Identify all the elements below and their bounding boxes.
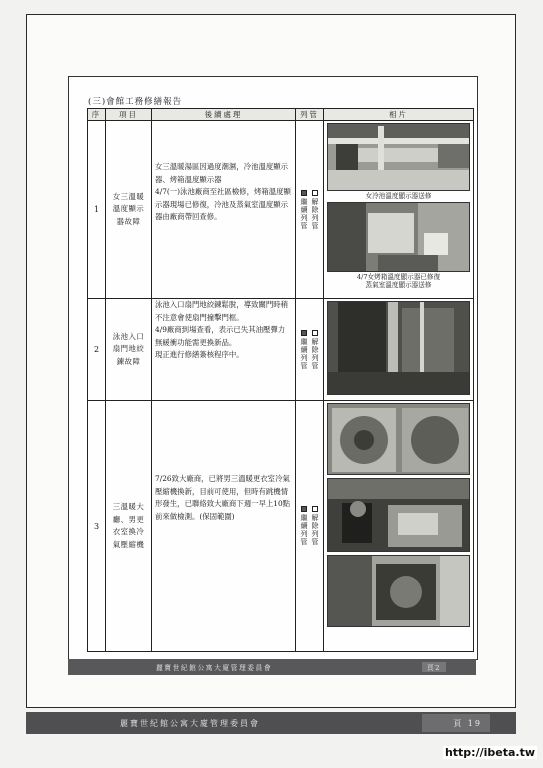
row-followup: [152, 401, 296, 652]
table-row: [88, 121, 474, 299]
header-followup: 後續處理: [152, 109, 296, 121]
row-photos: [324, 401, 474, 652]
release-label: 解除列管: [311, 197, 319, 230]
release-checkbox: [312, 330, 318, 336]
photo-ac-units: [327, 403, 470, 475]
control-status: [297, 300, 322, 399]
keep-tracking-label: 繼續列管: [300, 514, 308, 546]
release-checkbox: [312, 506, 318, 512]
keep-tracking-checkbox: [301, 190, 307, 196]
row-number: 1: [88, 121, 106, 299]
photo-caption: 女冷池溫度顯示器送修: [365, 192, 432, 200]
header-item: 項目: [106, 109, 152, 121]
row-number: 2: [88, 299, 106, 401]
row-photos: [324, 299, 474, 401]
repair-report-table: [87, 108, 474, 652]
outer-page-footer: [26, 712, 516, 734]
release-label: 解除列管: [311, 514, 319, 546]
photo-compressor-unit: [327, 555, 470, 627]
footer-committee-name: 麗寶世紀館公寓大廈管理委員會: [120, 719, 260, 728]
table-row: [88, 401, 474, 652]
footer-committee-name: 麗寶世紀館公寓大廈管理委員會: [156, 664, 273, 672]
row-control: [296, 401, 324, 652]
photo-cold-pool-display: [327, 123, 470, 191]
keep-tracking-label: 繼續列管: [300, 337, 308, 370]
row-followup: [152, 121, 296, 299]
row-item: 三溫暖大廳、男更衣室換冷氣壓縮機: [106, 401, 152, 652]
keep-tracking-label: 繼續列管: [300, 197, 308, 230]
followup-text: 泳池入口扇門地絞鍊鬆脫，導致關門時稍不注意會使扇門撞擊門框。 4/9廠商到場查看，表示已失其油壓彈力無緩衝功能需更換新品。 現正進行修繕簽核程序中。: [155, 300, 289, 359]
row-photos: [324, 121, 474, 299]
row-item: 泳池入口扇門地絞鍊故障: [106, 299, 152, 401]
photo-caption: 4/7女烤箱溫度顯示器已修復 蒸氣室溫度顯示器送修: [356, 272, 441, 289]
photo-sauna-display: [327, 202, 470, 272]
release-checkbox: [312, 190, 318, 196]
row-control: [296, 299, 324, 401]
footer-page-number: 頁 19: [453, 719, 482, 728]
release-label: 解除列管: [311, 337, 319, 370]
followup-text: 女三溫暖湯區因過度潮濕，冷池溫度顯示器、烤箱溫度顯示器 4/7(一)泳池廠商至社區檢修，烤箱溫度顯示器現場已修復，冷池及蒸氣室溫度顯示器由廠商帶回查修。: [155, 162, 291, 221]
header-photo: 相片: [324, 109, 474, 121]
row-control: [296, 121, 324, 299]
keep-tracking-checkbox: [301, 506, 307, 512]
site-watermark: http://ibeta.tw: [444, 746, 535, 759]
header-control: 列管: [296, 109, 324, 121]
row-number: 3: [88, 401, 106, 652]
header-no: 序: [88, 109, 106, 121]
row-item: 女三溫暖溫度顯示器故障: [106, 121, 152, 299]
control-status: [297, 122, 322, 297]
row-followup: [152, 299, 296, 401]
table-row: [88, 299, 474, 401]
inner-page-footer: [68, 659, 476, 675]
followup-text: 7/26致大廠商，已將男三溫暖更衣室冷氣壓縮機換新，目前可使用，但時有跳機情形發生，已聯絡致大廠商下週一早上10點前來做檢測。(保固範圍): [155, 474, 291, 521]
footer-page-number: 頁2: [422, 662, 446, 672]
section-title: (三)會館工務修繕報告: [88, 97, 183, 107]
keep-tracking-checkbox: [301, 330, 307, 336]
control-status: [297, 402, 322, 650]
photo-door-hinge: [327, 301, 470, 395]
table-header-row: [88, 109, 474, 121]
photo-compressor-install: [327, 478, 470, 552]
